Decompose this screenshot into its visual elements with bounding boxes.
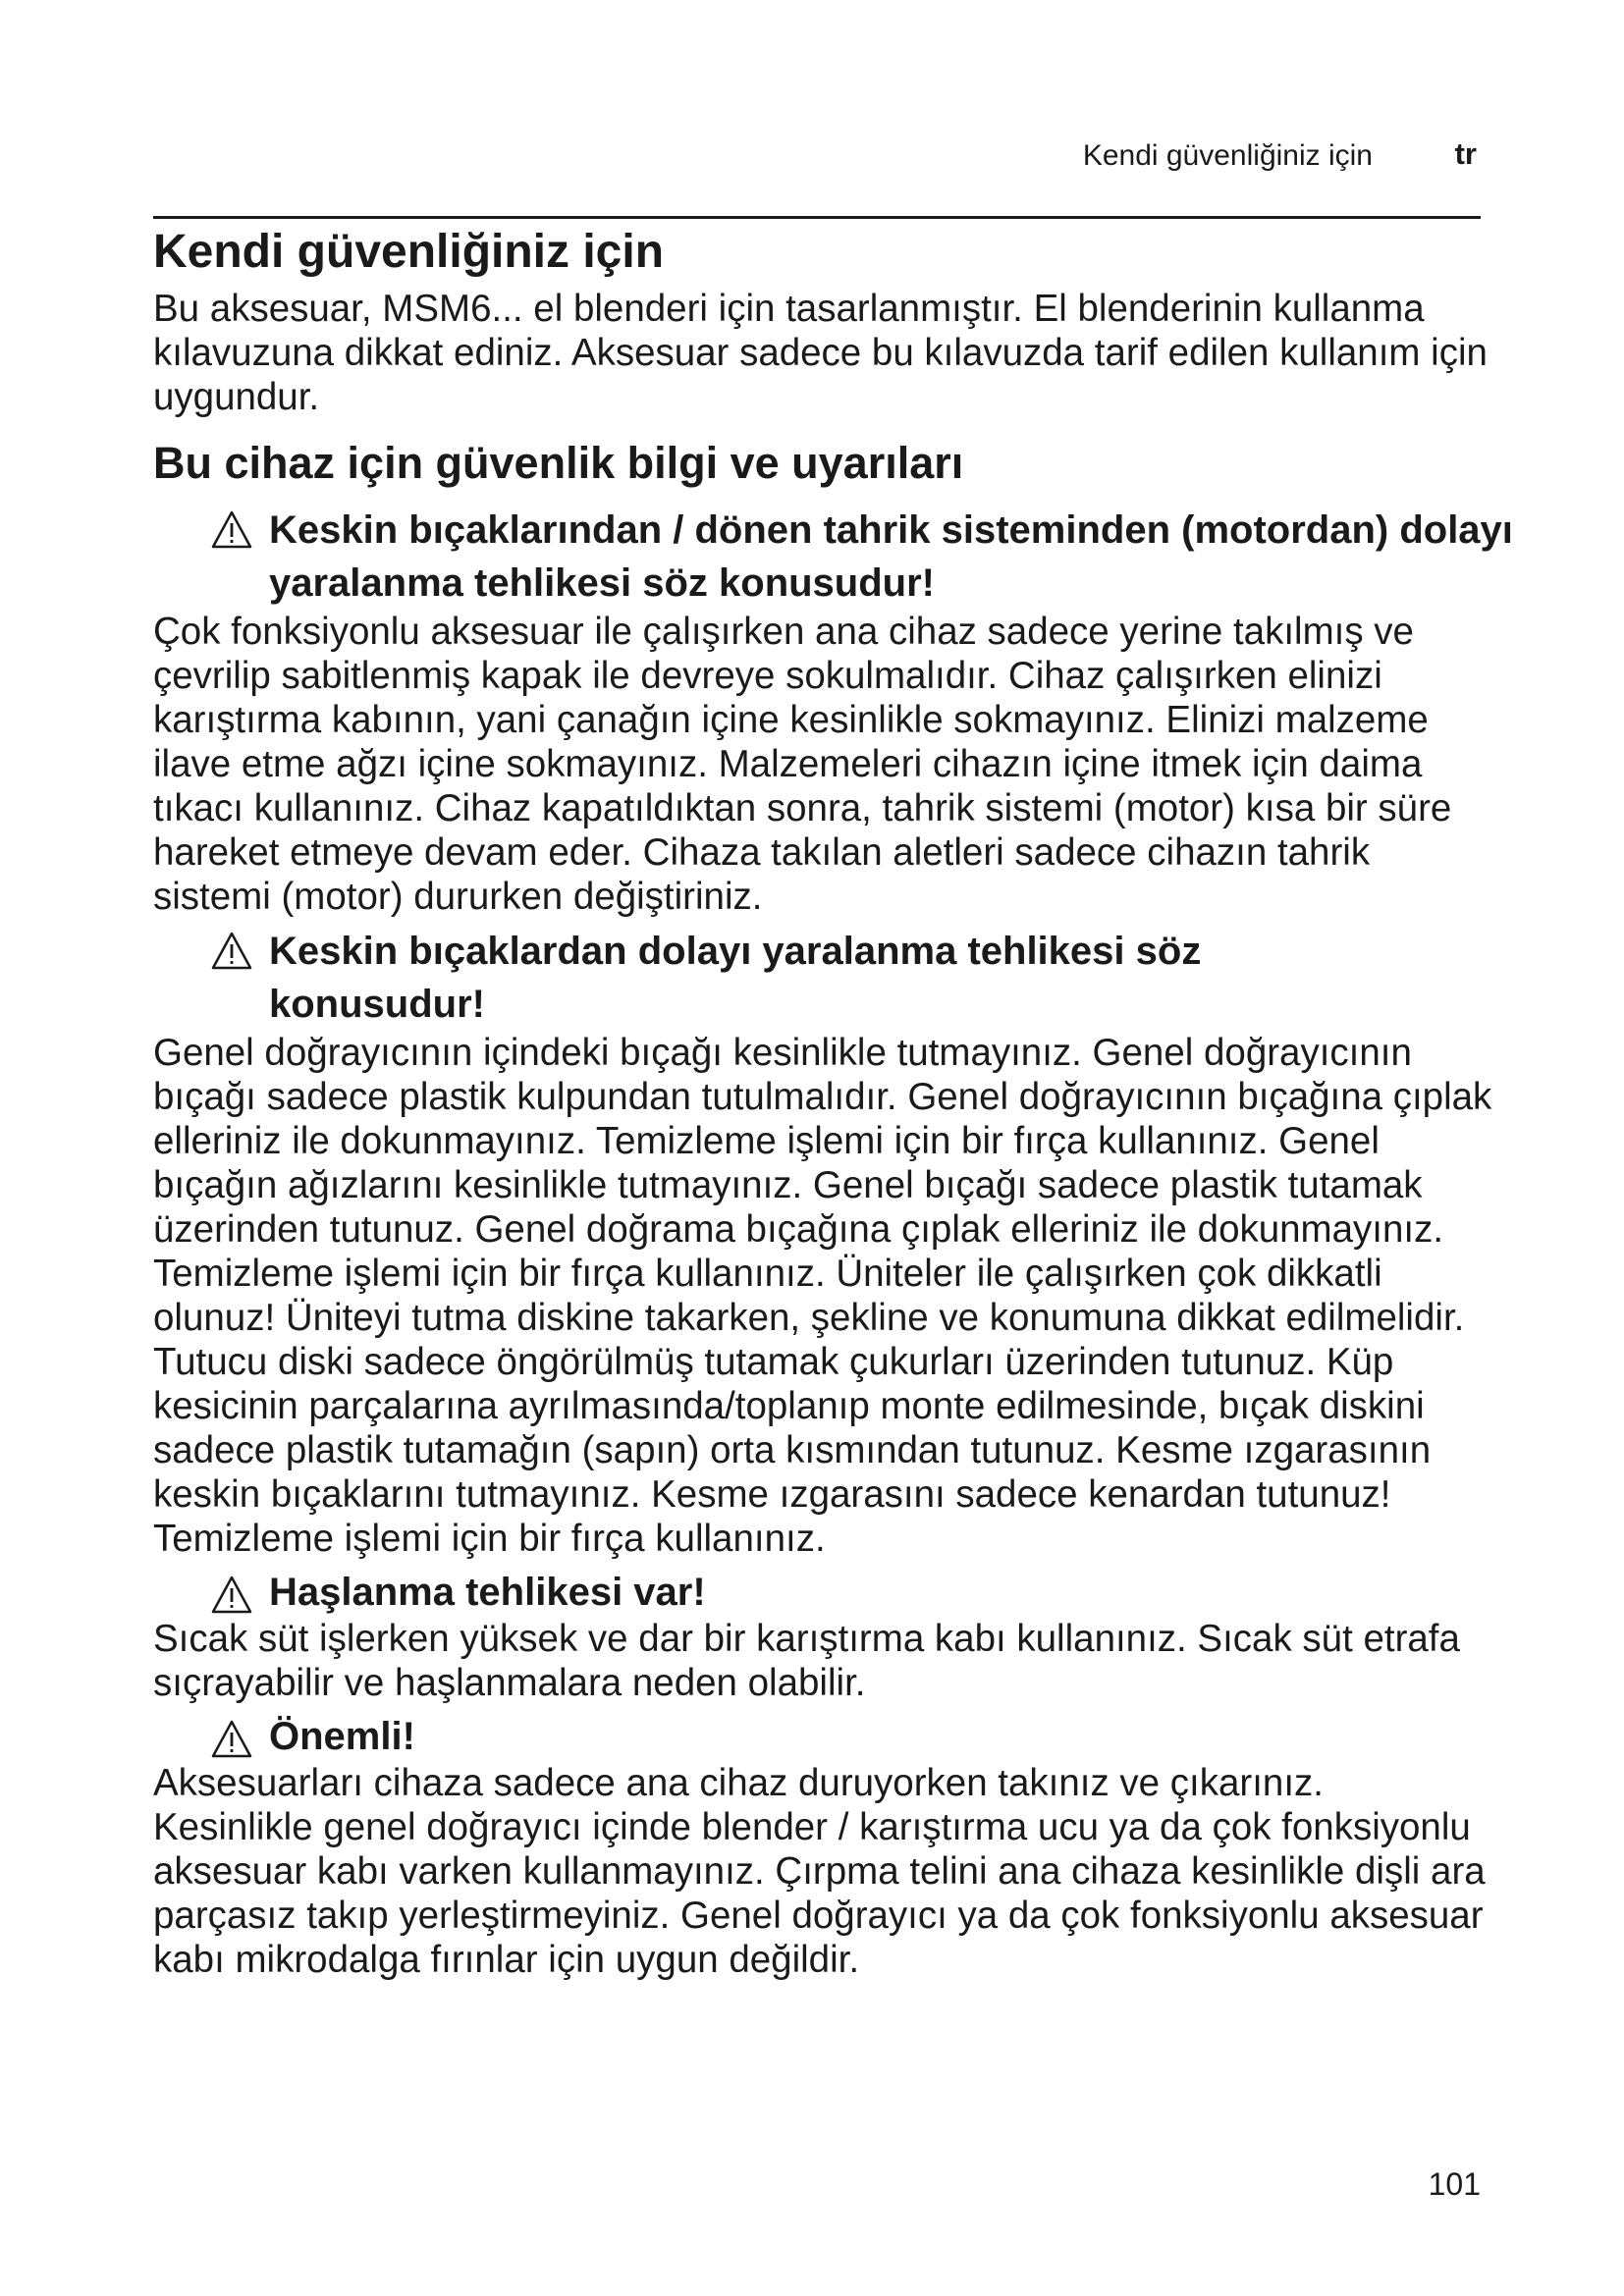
warning-paragraph: Genel doğrayıcının içindeki bıçağı kesinlikle tutmayınız. Genel doğrayıcının bıçağı sadece plastik kulpundan tutulmalıdır. Genel doğrayıcının bıçağına çıplak elleriniz ile dokunmayınız. Temizleme işlemi için bir fırça kullanınız. Genel bıçağın ağızlarını kesinlikle tutmayınız. Genel bıçağı sadece plastik tutamak üzerinden tutunuz. Genel doğrama bıçağına çıplak elleriniz ile dokunmayınız. Temizleme işlemi için bir fırça kullanınız. Üniteler ile çalışırken çok dikkatli olunuz! Üniteyi tutma diskine takarken, şekline ve konumuna dikkat edilmelidir. Tutucu diski sadece öngörülmüş tutamak çukurları üzerinden tutunuz. Küp kesicinin parçalarına ayrılmasında/toplanıp monte edilmesinde, bıçak diskini sadece plastik tutamağın (sapın) orta kısmından tutunuz. Kesme ızgarasının keskin bıçaklarını tutmayınız. Kesme ızgarasını sadece kenardan tutunuz! Temizleme işlemi için bir fırça kullanınız. — [153, 1032, 1492, 1560]
header-language-code: tr — [1454, 136, 1477, 171]
warning-heading-text: Keskin bıçaklarından / dönen tahrik sisteminden (motordan) dolayı yaralanma tehlikesi söz konusudur! — [269, 508, 1513, 605]
warning-heading — [210, 504, 1528, 610]
page-number: 101 — [1428, 2166, 1481, 2202]
warning-heading-text: Haşlanma tehlikesi var! — [269, 1571, 706, 1614]
warning-heading — [210, 1713, 1528, 1761]
warning-heading-text: Keskin bıçaklardan dolayı yaralanma tehlikesi söz konusudur! — [269, 930, 1202, 1026]
warning-triangle-icon — [210, 1718, 253, 1761]
warning-triangle-icon — [210, 930, 253, 973]
warning-triangle-icon — [210, 508, 253, 552]
section-title-safety-warnings: Bu cihaz için güvenlik bilgi ve uyarıları — [153, 438, 964, 488]
intro-paragraph: Bu aksesuar, MSM6... el blenderi için tasarlanmıştır. El blenderinin kullanma kılavuzuna dikkat ediniz. Aksesuar sadece bu kılavuzda tarif edilen kullanım için uygundur. — [153, 288, 1488, 418]
page-header — [153, 136, 1481, 179]
warning-paragraph: Sıcak süt işlerken yüksek ve dar bir karıştırma kabı kullanınız. Sıcak süt etrafa sıçrayabilir ve haşlanmalara neden olabilir. — [153, 1618, 1460, 1704]
warning-paragraph: Çok fonksiyonlu aksesuar ile çalışırken ana cihaz sadece yerine takılmış ve çevrilip sabitlenmiş kapak ile devreye sokulmalıdır. Cihaz çalışırken elinizi karıştırma kabının, yani çanağın içine kesinlikle sokmayınız. Elinizi malzeme ilave etme ağzı içine sokmayınız. Malzemeleri cihazın içine itmek için daima tıkacı kullanınız. Cihaz kapatıldıktan sonra, tahrik sistemi (motor) kısa bir süre hareket etmeye devam eder. Cihaza takılan aletleri sadece cihazın tahrik sistemi (motor) dururken değiştiriniz. — [153, 611, 1452, 918]
page-content — [153, 218, 1528, 1982]
warning-heading-text: Önemli! — [269, 1715, 415, 1758]
section-title-own-safety: Kendi güvenliğiniz için — [153, 226, 665, 278]
warning-triangle-icon — [210, 1574, 253, 1617]
header-title: Kendi güvenliğiniz için — [1082, 139, 1373, 172]
warning-heading — [210, 1569, 1528, 1617]
warning-heading — [210, 925, 1528, 1031]
warning-paragraph: Aksesuarları cihaza sadece ana cihaz duruyorken takınız ve çıkarınız. Kesinlikle genel doğrayıcı içinde blender / karıştırma ucu ya da çok fonksiyonlu aksesuar kabı varken kullanmayınız. Çırpma telini ana cihaza kesinlikle dişli ara parçasız takıp yerleştirmeyiniz. Genel doğrayıcı ya da çok fonksiyonlu aksesuar kabı mikrodalga fırınlar için uygun değildir. — [153, 1762, 1486, 1981]
